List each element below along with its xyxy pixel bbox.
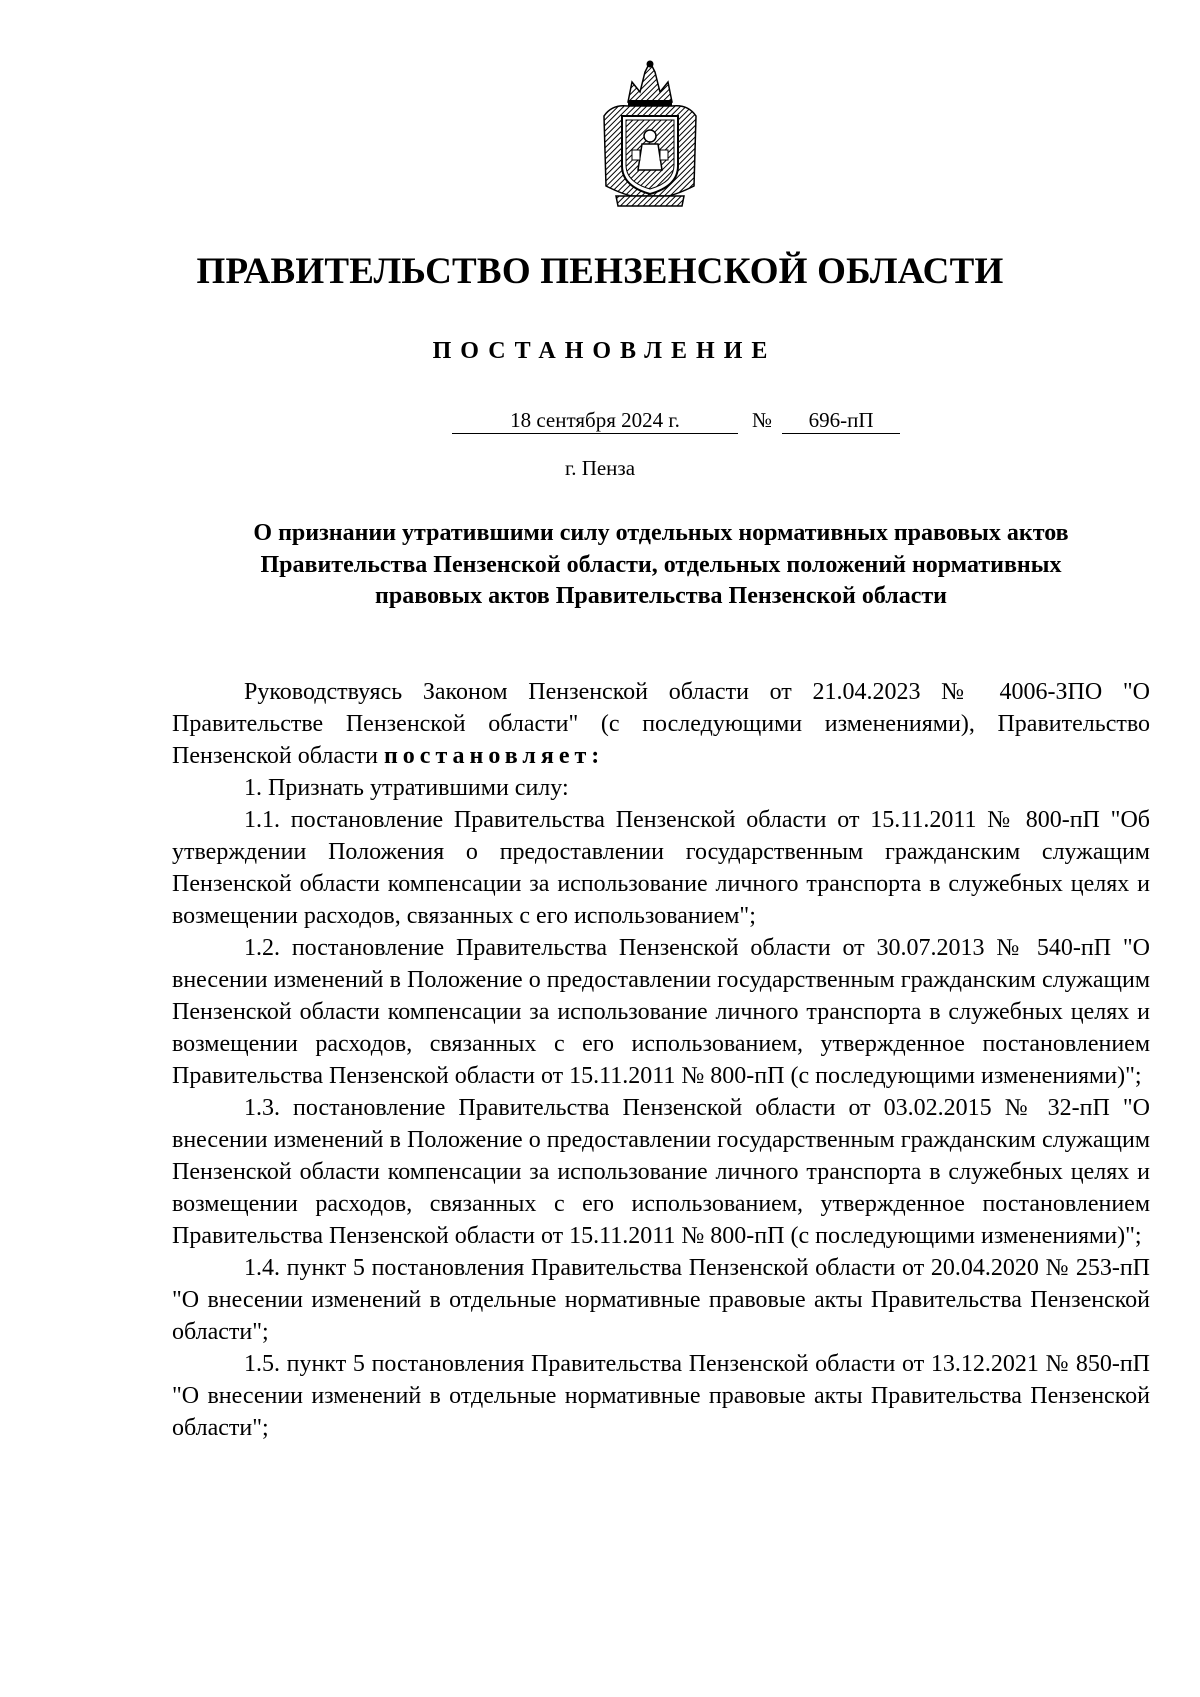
government-name: ПРАВИТЕЛЬСТВО ПЕНЗЕНСКОЙ ОБЛАСТИ [196,251,1004,292]
document-title-line: О признании утратившими силу отдельных нормативных правовых актов [253,520,1069,546]
date-number-line [452,408,900,438]
item-1-3: 1.3. постановление Правительства Пензенской области от 03.02.2015 № 32-пП "О внесении изменений в Положение о предоставлении государственным гражданским служащим Пензенской области компенсации за использование личного транспорта в служебных целях и возмещении расходов, связанных с его использованием, утвержденное постановлением Правительства Пензенской области от 15.11.2011 № 800-пП (с последующими изменениями)"; [172,1095,1150,1249]
coat-of-arms-icon [598,58,702,208]
decree-word: постановляет: [383,743,605,769]
document-number: 696-пП [782,408,900,434]
document-body [172,676,1150,1444]
item-1-2: 1.2. постановление Правительства Пензенской области от 30.07.2013 № 540-пП "О внесении изменений в Положение о предоставлении государственным гражданским служащим Пензенской области компенсации за использование личного транспорта в служебных целях и возмещении расходов, связанных с его использованием, утвержденное постановлением Правительства Пензенской области от 15.11.2011 № 800-пП (с последующими изменениями)"; [172,935,1150,1089]
item-1-1: 1.1. постановление Правительства Пензенской области от 15.11.2011 № 800-пП "Об утверждении Положения о предоставлении государственным гражданским служащим Пензенской области компенсации за использование личного транспорта в служебных целях и возмещении расходов, связанных с его использованием"; [172,807,1150,929]
item-1-5: 1.5. пункт 5 постановления Правительства Пензенской области от 13.12.2021 № 850-пП "О внесении изменений в отдельные нормативные правовые акты Правительства Пензенской области"; [172,1351,1150,1441]
document-title-line: правовых актов Правительства Пензенской области [375,583,947,609]
item-1: 1. Признать утратившими силу: [244,775,569,801]
preamble-paragraph [172,676,1150,772]
city: г. Пенза [564,456,636,480]
item-1-4: 1.4. пункт 5 постановления Правительства Пензенской области от 20.04.2020 № 253-пП "О внесении изменений в отдельные нормативные правовые акты Правительства Пензенской области"; [172,1255,1150,1345]
document-type: ПОСТАНОВЛЕНИЕ [432,338,777,364]
document-date: 18 сентября 2024 г. [452,408,738,434]
document-title [172,518,1150,613]
preamble-text: Руководствуясь Законом Пензенской области от 21.04.2023 № 4006-ЗПО "О Правительстве Пензенской области" (с последующими изменениями), Правительство Пензенской области [172,679,1150,769]
number-sign: № [752,408,773,432]
document-title-line: Правительства Пензенской области, отдельных положений нормативных [260,551,1062,578]
